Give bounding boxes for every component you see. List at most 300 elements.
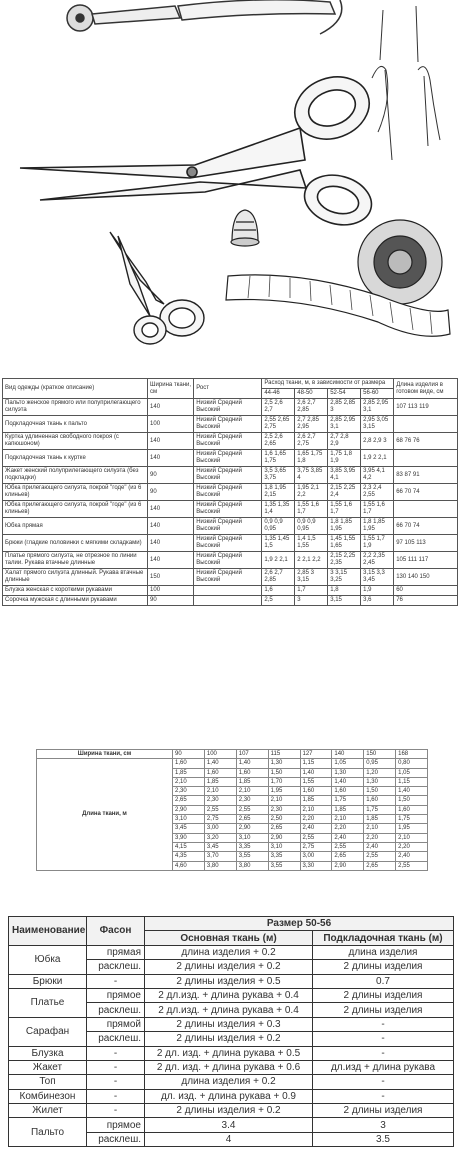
consumption-cell: 1,75 1,8 1,9 (328, 450, 361, 467)
style-cell: расклеш. (87, 960, 145, 974)
height-cell: Низкий Средний Высокий (194, 399, 262, 416)
table-row (3, 484, 458, 501)
length-value: 1,20 (364, 768, 396, 777)
length-value: 1,60 (204, 768, 236, 777)
thimble-icon (231, 210, 259, 246)
lining-fabric-cell: - (313, 1046, 454, 1060)
length-value: 3,00 (204, 824, 236, 833)
length-cell: 66 70 74 (394, 518, 458, 535)
height-cell: Низкий Средний Высокий (194, 552, 262, 569)
length-value: 2,90 (268, 833, 300, 842)
table-row (9, 1046, 454, 1060)
style-cell: - (87, 1104, 145, 1118)
consumption-cell: 1,65 1,75 1,8 (295, 450, 328, 467)
style-cell: расклеш. (87, 1132, 145, 1146)
item-name-cell: Жилет (9, 1104, 87, 1118)
width-value: 127 (300, 750, 332, 759)
lining-fabric-cell: 2 длины изделия (313, 988, 454, 1002)
fabric-consumption-table (2, 378, 458, 606)
length-value: 3,70 (204, 852, 236, 861)
length-value: 2,90 (236, 824, 268, 833)
length-value: 1,15 (396, 777, 428, 786)
width-cell: 140 (148, 399, 194, 416)
main-fabric-cell: 2 длины изделия + 0.2 (145, 1032, 313, 1046)
main-fabric-cell: 4 (145, 1132, 313, 1146)
length-value: 3,80 (236, 861, 268, 870)
length-value: 2,40 (300, 824, 332, 833)
length-value: 3,45 (173, 824, 205, 833)
table-row (9, 988, 454, 1002)
length-value: 3,35 (236, 842, 268, 851)
length-value: 2,20 (300, 815, 332, 824)
length-value: 1,50 (396, 796, 428, 805)
header-size: 44-46 (262, 389, 295, 399)
consumption-cell: 2,3 2,4 2,55 (361, 484, 394, 501)
header-length: Длина изделия в готовом виде, см (394, 379, 458, 399)
length-value: 2,75 (204, 815, 236, 824)
main-fabric-cell: 2 длины изделия + 0.2 (145, 960, 313, 974)
length-value: 1,30 (332, 768, 364, 777)
consumption-cell: 1,55 1,7 1,9 (361, 535, 394, 552)
length-value: 3,00 (300, 852, 332, 861)
consumption-cell: 0,9 0,9 0,95 (295, 518, 328, 535)
length-value: 3,80 (204, 861, 236, 870)
consumption-cell: 2,95 3,05 3,15 (361, 416, 394, 433)
main-fabric-cell: 2 дл. изд. + длина рукава + 0.6 (145, 1060, 313, 1074)
length-value: 4,15 (173, 842, 205, 851)
length-value: 2,10 (204, 787, 236, 796)
length-value: 2,75 (300, 842, 332, 851)
table-row (9, 1104, 454, 1118)
consumption-cell: 1,4 1,5 1,55 (295, 535, 328, 552)
lining-fabric-cell: 2 длины изделия (313, 1104, 454, 1118)
header-size: 56-60 (361, 389, 394, 399)
length-value: 3,55 (268, 861, 300, 870)
length-value: 1,75 (364, 805, 396, 814)
scissors-icon (20, 67, 378, 232)
length-value: 2,10 (364, 824, 396, 833)
length-value: 3,20 (204, 833, 236, 842)
consumption-cell: 3,6 (361, 596, 394, 606)
length-value: 3,30 (300, 861, 332, 870)
length-value: 1,85 (364, 815, 396, 824)
consumption-cell: 1,35 1,45 1,5 (262, 535, 295, 552)
main-fabric-cell: 2 длины изделия + 0.5 (145, 974, 313, 988)
width-cell: 140 (148, 433, 194, 450)
length-value: 1,50 (268, 768, 300, 777)
length-value: 2,55 (364, 852, 396, 861)
consumption-cell: 1,95 2,1 2,2 (295, 484, 328, 501)
item-name-cell: Платье (9, 988, 87, 1017)
header-size: 52-54 (328, 389, 361, 399)
consumption-cell: 2,5 2,6 2,65 (262, 433, 295, 450)
width-cell: 90 (148, 467, 194, 484)
width-value: 107 (236, 750, 268, 759)
height-cell: Низкий Средний Высокий (194, 433, 262, 450)
length-cell: 83 87 91 (394, 467, 458, 484)
width-cell: 140 (148, 535, 194, 552)
item-name-cell: Блузка (9, 1046, 87, 1060)
width-label: Ширина ткани, см (37, 750, 173, 759)
length-value: 1,60 (332, 787, 364, 796)
length-value: 2,10 (173, 777, 205, 786)
length-value: 2,20 (332, 824, 364, 833)
width-cell: 100 (148, 586, 194, 596)
length-value: 1,40 (236, 759, 268, 768)
length-value: 2,40 (332, 833, 364, 842)
lining-fabric-cell: - (313, 1089, 454, 1103)
length-value: 1,40 (204, 759, 236, 768)
consumption-cell: 3,15 3,3 3,45 (361, 569, 394, 586)
table-row (3, 518, 458, 535)
length-value: 4,60 (173, 861, 205, 870)
garment-cell: Блузка женская с короткими рукавами (3, 586, 148, 596)
lining-fabric-cell: - (313, 1032, 454, 1046)
consumption-cell: 2,6 2,7 2,85 (262, 569, 295, 586)
header-size: 48-50 (295, 389, 328, 399)
length-value: 2,65 (236, 815, 268, 824)
consumption-cell: 2,6 2,7 2,85 (295, 399, 328, 416)
garment-cell: Подкладочная ткань к пальто (3, 416, 148, 433)
length-value: 2,20 (396, 842, 428, 851)
height-cell: Низкий Средний Высокий (194, 467, 262, 484)
width-cell: 100 (148, 416, 194, 433)
fabric-width-length-table (36, 749, 428, 871)
lining-fabric-cell: - (313, 1075, 454, 1089)
consumption-cell: 1,7 (295, 586, 328, 596)
length-label: Длина ткани, м (37, 759, 173, 871)
width-value: 150 (364, 750, 396, 759)
table-row (3, 535, 458, 552)
consumption-cell: 3,5 3,65 3,75 (262, 467, 295, 484)
length-cell: 97 105 113 (394, 535, 458, 552)
length-value: 2,65 (173, 796, 205, 805)
table-row (3, 416, 458, 433)
consumption-cell: 1,8 1,85 1,95 (361, 518, 394, 535)
length-value: 1,60 (364, 796, 396, 805)
length-value: 1,30 (268, 759, 300, 768)
length-value: 3,10 (173, 815, 205, 824)
table-row (9, 1075, 454, 1089)
consumption-cell: 1,45 1,55 1,65 (328, 535, 361, 552)
table-row (3, 586, 458, 596)
header-lining-fabric: Подкладочная ткань (м) (313, 931, 454, 945)
main-fabric-cell: 3.4 (145, 1118, 313, 1132)
length-value: 1,95 (396, 824, 428, 833)
length-value: 3,90 (173, 833, 205, 842)
length-value: 2,30 (268, 805, 300, 814)
length-cell (394, 450, 458, 467)
consumption-cell: 3,75 3,85 4 (295, 467, 328, 484)
table-row (9, 974, 454, 988)
consumption-cell: 2,5 (262, 596, 295, 606)
length-value: 2,55 (396, 861, 428, 870)
lining-fabric-cell: дл.изд + длина рукава (313, 1060, 454, 1074)
length-value: 2,50 (268, 815, 300, 824)
consumption-cell: 2,6 2,7 2,75 (295, 433, 328, 450)
header-size: Размер 50-56 (145, 917, 454, 931)
table-row (3, 433, 458, 450)
length-value: 1,85 (204, 777, 236, 786)
length-value: 0,95 (364, 759, 396, 768)
header-height: Рост (194, 379, 262, 399)
height-cell: Низкий Средний Высокий (194, 484, 262, 501)
style-cell: - (87, 1060, 145, 1074)
length-value: 2,90 (173, 805, 205, 814)
main-fabric-cell: 2 длины изделия + 0.2 (145, 1104, 313, 1118)
length-value: 1,85 (173, 768, 205, 777)
table-row (9, 1017, 454, 1031)
consumption-cell: 2,2 2,35 2,45 (361, 552, 394, 569)
length-value: 2,30 (173, 787, 205, 796)
garment-cell: Жакет женский полуприлегающего силуэта (без подкладки) (3, 467, 148, 484)
consumption-cell: 0,9 0,9 0,95 (262, 518, 295, 535)
length-value: 2,90 (332, 861, 364, 870)
header-style: Фасон (87, 917, 145, 946)
table-row (3, 552, 458, 569)
main-fabric-cell: дл. изд. + длина рукава + 0.9 (145, 1089, 313, 1103)
width-value: 168 (396, 750, 428, 759)
length-value: 1,85 (236, 777, 268, 786)
sewing-tools-illustration (0, 0, 460, 352)
length-value: 1,70 (268, 777, 300, 786)
length-value: 1,05 (396, 768, 428, 777)
table-row (3, 569, 458, 586)
consumption-cell: 2,7 2,85 2,95 (295, 416, 328, 433)
small-scissors-icon (110, 232, 204, 344)
length-value: 2,30 (236, 796, 268, 805)
width-cell: 90 (148, 484, 194, 501)
lining-fabric-cell: 0.7 (313, 974, 454, 988)
main-fabric-cell: длина изделия + 0.2 (145, 945, 313, 959)
style-cell: - (87, 1075, 145, 1089)
length-cell: 107 113 119 (394, 399, 458, 416)
table-row (3, 596, 458, 606)
width-value: 100 (204, 750, 236, 759)
item-name-cell: Пальто (9, 1118, 87, 1147)
length-value: 0,80 (396, 759, 428, 768)
header-width: Ширина ткани, см (148, 379, 194, 399)
width-cell: 90 (148, 596, 194, 606)
consumption-cell: 3,85 3,95 4,1 (328, 467, 361, 484)
table-row (3, 399, 458, 416)
lining-fabric-cell: 2 длины изделия (313, 1003, 454, 1017)
length-value: 2,40 (364, 842, 396, 851)
style-cell: прямое (87, 988, 145, 1002)
consumption-cell: 3 (295, 596, 328, 606)
consumption-cell: 1,9 2 2,1 (361, 450, 394, 467)
consumption-cell: 1,9 2 2,1 (262, 552, 295, 569)
item-name-cell: Жакет (9, 1060, 87, 1074)
length-value: 1,30 (364, 777, 396, 786)
width-value: 115 (268, 750, 300, 759)
consumption-cell: 2,7 2,8 2,9 (328, 433, 361, 450)
width-cell: 140 (148, 518, 194, 535)
item-name-cell: Брюки (9, 974, 87, 988)
consumption-cell: 1,55 1,6 1,7 (328, 501, 361, 518)
main-fabric-cell: длина изделия + 0.2 (145, 1075, 313, 1089)
consumption-cell: 2,15 2,25 2,4 (328, 484, 361, 501)
main-fabric-cell: 2 дл. изд. + длина рукава + 0.5 (145, 1046, 313, 1060)
height-cell: Низкий Средний Высокий (194, 450, 262, 467)
width-cell: 140 (148, 501, 194, 518)
height-cell: Низкий Средний Высокий (194, 535, 262, 552)
length-cell: 76 (394, 596, 458, 606)
length-value: 1,05 (332, 759, 364, 768)
style-cell: расклеш. (87, 1032, 145, 1046)
length-value: 2,55 (204, 805, 236, 814)
header-garment: Вид одежды (краткое описание) (3, 379, 148, 399)
style-cell: прямая (87, 945, 145, 959)
item-name-cell: Юбка (9, 945, 87, 974)
consumption-cell: 3,95 4,1 4,2 (361, 467, 394, 484)
length-value: 3,10 (268, 842, 300, 851)
length-value: 1,85 (332, 805, 364, 814)
length-value: 1,95 (268, 787, 300, 796)
length-value: 3,55 (236, 852, 268, 861)
table-row (3, 501, 458, 518)
length-value: 2,65 (268, 824, 300, 833)
consumption-cell: 1,9 (361, 586, 394, 596)
size-formula-table (8, 916, 454, 1147)
lining-fabric-cell: 3.5 (313, 1132, 454, 1146)
item-name-cell: Топ (9, 1075, 87, 1089)
main-fabric-cell: 2 длины изделия + 0.3 (145, 1017, 313, 1031)
length-value: 2,55 (332, 842, 364, 851)
garment-cell: Подкладочная ткань к куртке (3, 450, 148, 467)
length-value: 1,75 (332, 796, 364, 805)
style-cell: - (87, 1046, 145, 1060)
garment-cell: Платье прямого силуэта, не отрезное по линии талии. Рукава втачные длинные (3, 552, 148, 569)
length-value: 2,20 (364, 833, 396, 842)
length-value: 3,10 (236, 833, 268, 842)
height-cell: Низкий Средний Высокий (194, 518, 262, 535)
consumption-cell: 2,8 2,9 3 (361, 433, 394, 450)
width-cell: 140 (148, 552, 194, 569)
garment-cell: Юбка прилегающего силуэта, покрой "годе" (из 6 клиньев) (3, 501, 148, 518)
length-value: 2,55 (300, 833, 332, 842)
consumption-cell: 1,55 1,6 1,7 (295, 501, 328, 518)
main-fabric-cell: 2 дл.изд. + длина рукава + 0.4 (145, 1003, 313, 1017)
table-row (37, 759, 428, 768)
length-cell: 105 111 117 (394, 552, 458, 569)
length-value: 1,50 (364, 787, 396, 796)
consumption-cell: 1,35 1,35 1,4 (262, 501, 295, 518)
garment-cell: Юбка прилегающего силуэта, покрой "годе" (из 6 клиньев) (3, 484, 148, 501)
length-value: 2,10 (332, 815, 364, 824)
length-value: 1,60 (236, 768, 268, 777)
style-cell: расклеш. (87, 1003, 145, 1017)
length-value: 2,10 (396, 833, 428, 842)
consumption-cell: 1,55 1,6 1,7 (361, 501, 394, 518)
consumption-cell: 2,85 3 3,15 (295, 569, 328, 586)
item-name-cell: Комбинезон (9, 1089, 87, 1103)
garment-cell: Пальто женское прямого или полуприлегающего силуэта (3, 399, 148, 416)
tape-measure-icon (226, 220, 450, 336)
length-value: 1,60 (396, 805, 428, 814)
height-cell (194, 586, 262, 596)
length-value: 2,30 (204, 796, 236, 805)
table-row (3, 467, 458, 484)
length-value: 1,40 (300, 768, 332, 777)
item-name-cell: Сарафан (9, 1017, 87, 1046)
length-value: 1,15 (300, 759, 332, 768)
consumption-cell: 1,8 (328, 586, 361, 596)
table-row (3, 450, 458, 467)
consumption-cell: 2,85 2,95 3,1 (328, 416, 361, 433)
length-cell: 130 140 150 (394, 569, 458, 586)
style-cell: прямой (87, 1017, 145, 1031)
length-value: 1,40 (332, 777, 364, 786)
length-value: 2,65 (364, 861, 396, 870)
lining-fabric-cell: длина изделия (313, 945, 454, 959)
consumption-cell: 2,85 2,95 3,1 (361, 399, 394, 416)
lining-fabric-cell: 2 длины изделия (313, 960, 454, 974)
table-row (9, 945, 454, 959)
length-value: 3,45 (204, 842, 236, 851)
length-value: 1,60 (173, 759, 205, 768)
width-cell: 140 (148, 450, 194, 467)
length-value: 3,35 (268, 852, 300, 861)
header-main-fabric: Основная ткань (м) (145, 931, 313, 945)
table-row (9, 1060, 454, 1074)
length-cell: 68 76 76 (394, 433, 458, 450)
height-cell: Низкий Средний Высокий (194, 416, 262, 433)
consumption-cell: 3 3,15 3,25 (328, 569, 361, 586)
length-value: 1,60 (300, 787, 332, 796)
consumption-cell: 1,8 1,85 1,95 (328, 518, 361, 535)
garment-cell: Юбка прямая (3, 518, 148, 535)
needle-icon (372, 6, 440, 160)
length-value: 1,55 (300, 777, 332, 786)
length-cell (394, 501, 458, 518)
garment-cell: Сорочка мужская с длинными рукавами (3, 596, 148, 606)
width-value: 140 (332, 750, 364, 759)
garment-cell: Халат прямого силуэта длинный. Рукава втачные длинные (3, 569, 148, 586)
consumption-cell: 1,6 1,65 1,75 (262, 450, 295, 467)
length-cell (394, 416, 458, 433)
length-cell: 66 70 74 (394, 484, 458, 501)
height-cell: Низкий Средний Высокий (194, 501, 262, 518)
consumption-cell: 2,15 2,25 2,35 (328, 552, 361, 569)
consumption-cell: 1,6 (262, 586, 295, 596)
height-cell (194, 596, 262, 606)
width-value: 90 (173, 750, 205, 759)
consumption-cell: 2,5 2,6 2,7 (262, 399, 295, 416)
garment-cell: Брюки (гладкие половинки с мягкими складками) (3, 535, 148, 552)
consumption-cell: 2,85 2,85 3 (328, 399, 361, 416)
length-value: 1,75 (396, 815, 428, 824)
length-value: 2,10 (300, 805, 332, 814)
length-cell: 60 (394, 586, 458, 596)
length-value: 2,65 (332, 852, 364, 861)
length-value: 2,55 (236, 805, 268, 814)
style-cell: прямое (87, 1118, 145, 1132)
consumption-cell: 1,8 1,95 2,15 (262, 484, 295, 501)
consumption-cell: 2 2,1 2,2 (295, 552, 328, 569)
style-cell: - (87, 974, 145, 988)
style-cell: - (87, 1089, 145, 1103)
lining-fabric-cell: 3 (313, 1118, 454, 1132)
table-row (9, 1118, 454, 1132)
height-cell: Низкий Средний Высокий (194, 569, 262, 586)
consumption-cell: 2,55 2,65 2,75 (262, 416, 295, 433)
main-fabric-cell: 2 дл.изд. + длина рукава + 0.4 (145, 988, 313, 1002)
length-value: 2,40 (396, 852, 428, 861)
length-value: 1,85 (300, 796, 332, 805)
table-row (9, 1089, 454, 1103)
garment-cell: Куртка удлиненная свободного покроя (с капюшоном) (3, 433, 148, 450)
